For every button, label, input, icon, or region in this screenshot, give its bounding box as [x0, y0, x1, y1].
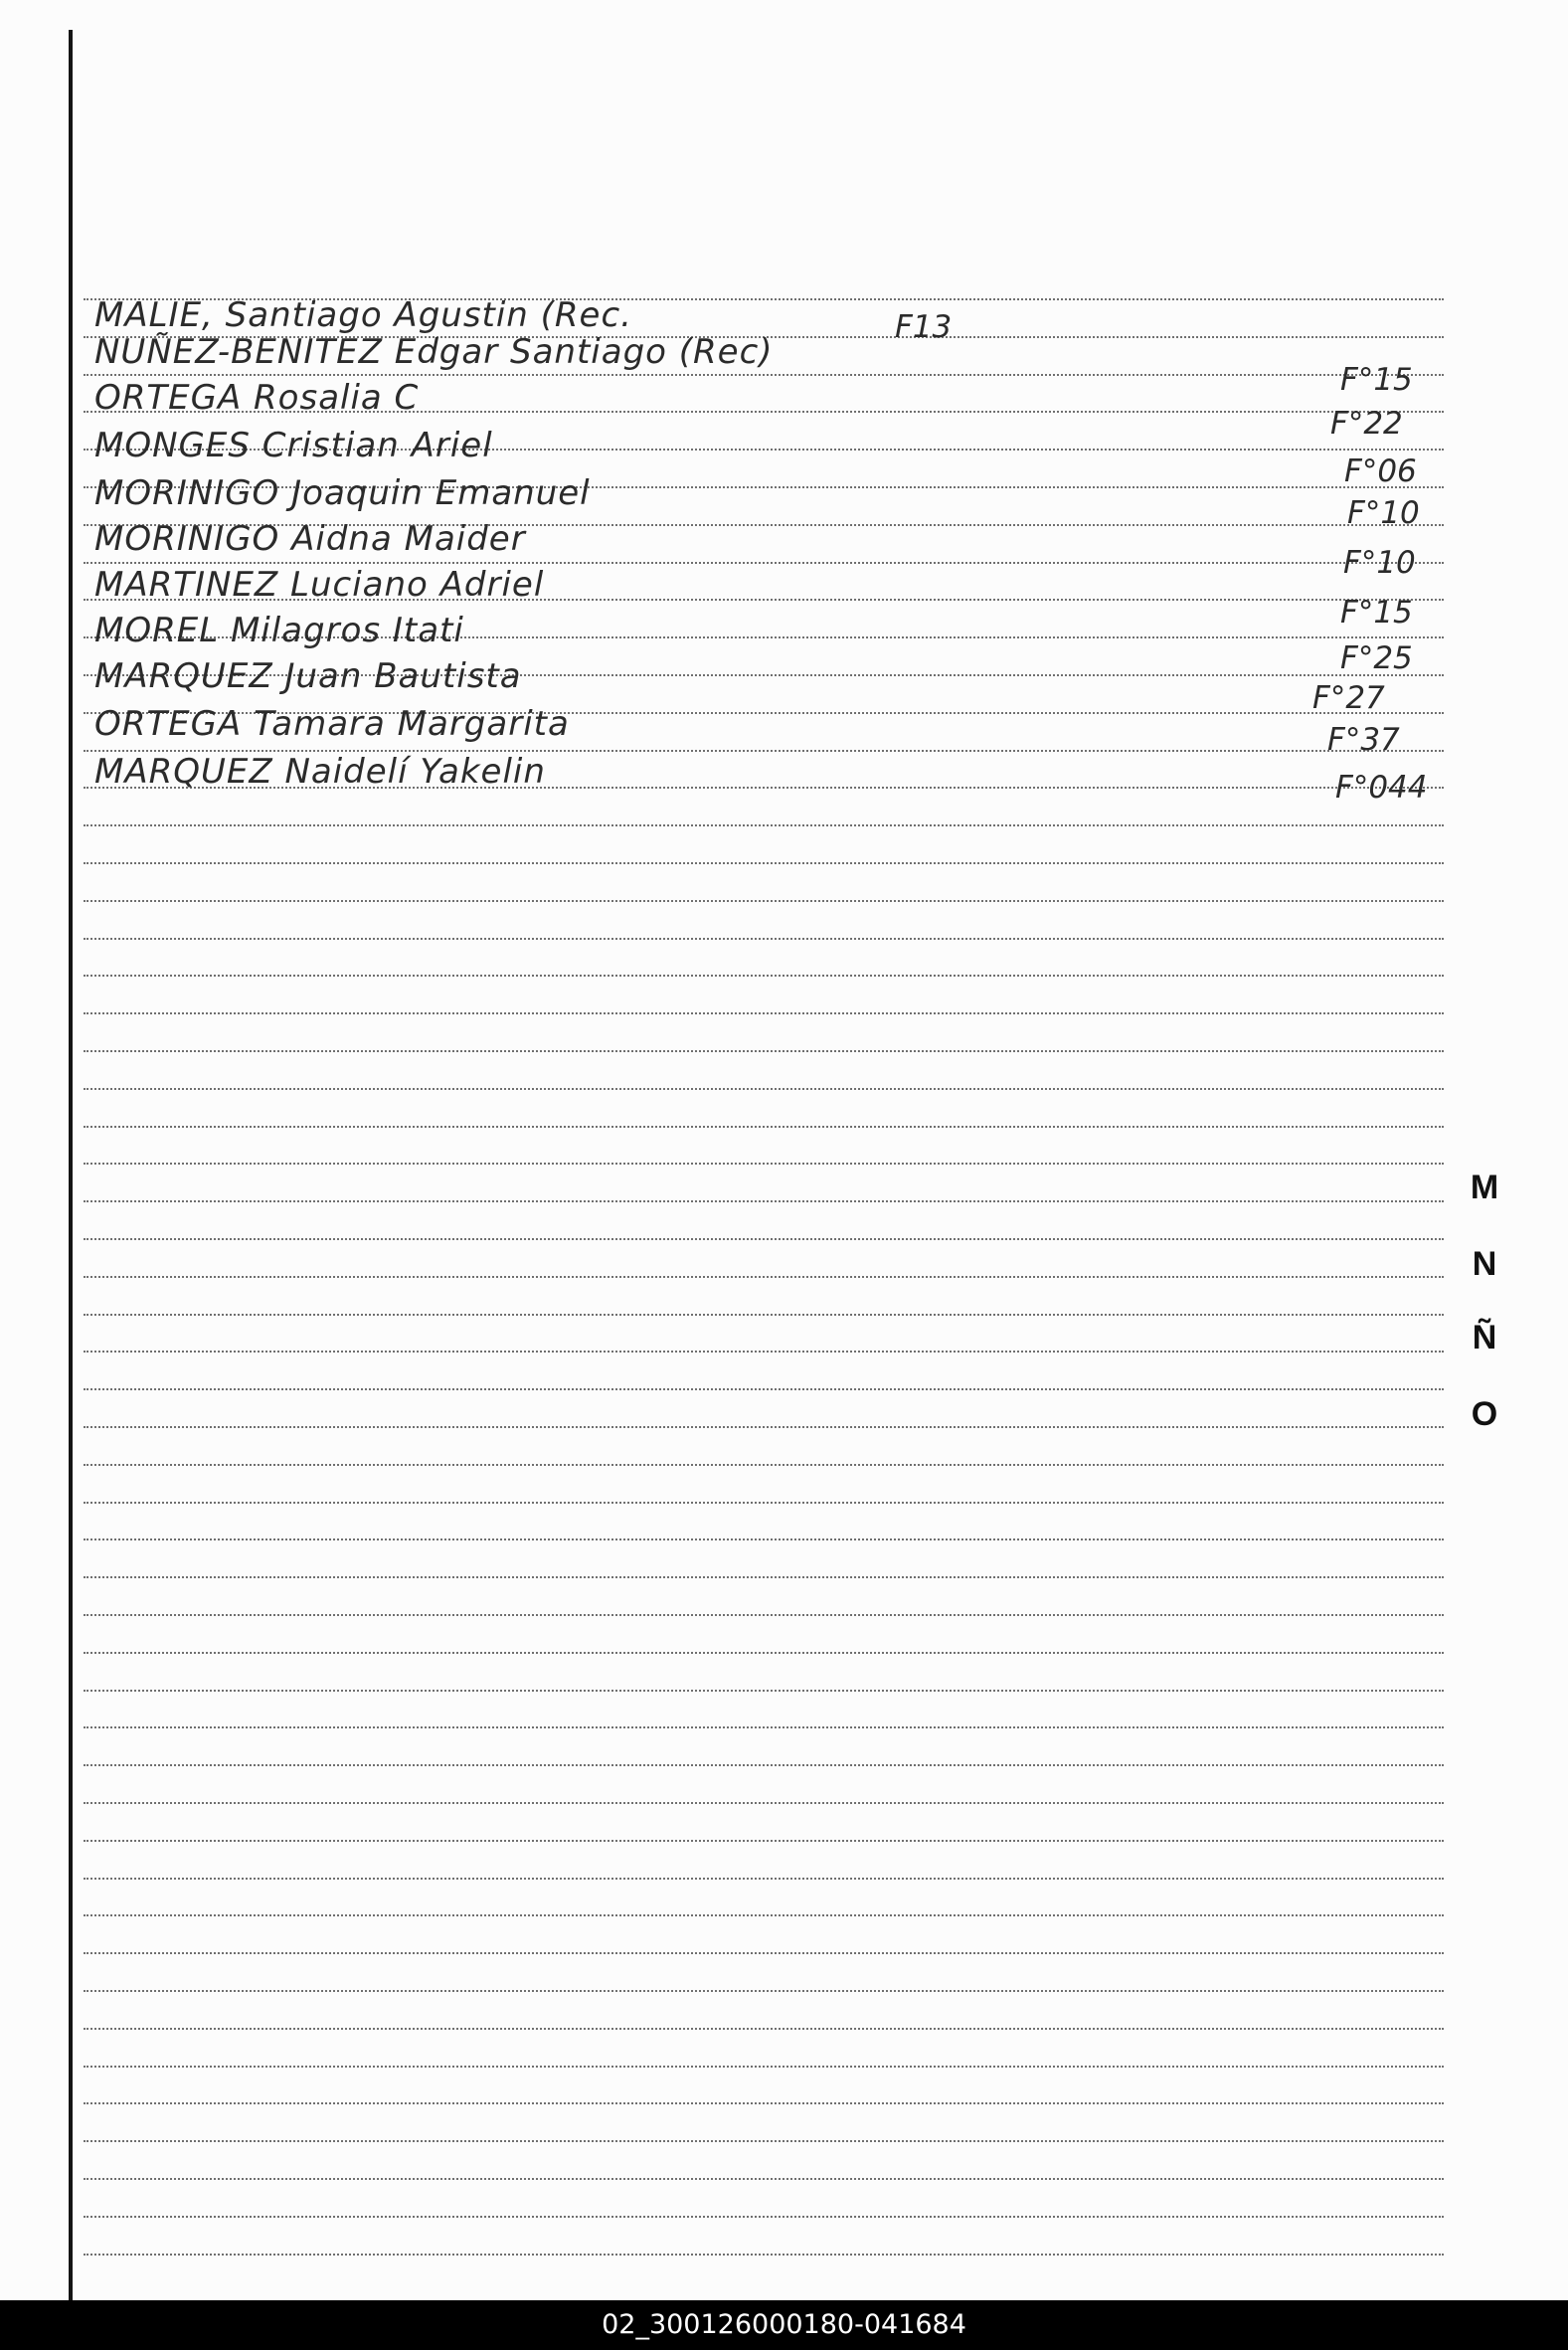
ruled-line: [84, 1840, 1444, 1842]
ruled-line: [84, 1088, 1444, 1090]
entry-folio: F°37: [1327, 722, 1400, 758]
ruled-line: [84, 1314, 1444, 1316]
ruled-line: [84, 1878, 1444, 1880]
ruled-line: [84, 2066, 1444, 2068]
entry-folio: F°044: [1335, 770, 1428, 806]
ruled-line: [84, 1802, 1444, 1804]
ruled-line: [84, 1050, 1444, 1052]
margin-rule: [69, 30, 73, 2302]
ruled-line: [84, 1126, 1444, 1128]
entry-folio: F°06: [1344, 453, 1417, 489]
entry-name: MOREL Milagros Itati: [94, 611, 464, 650]
ruled-line: [84, 2254, 1444, 2256]
ruled-line: [84, 2028, 1444, 2030]
entry-name: MALIE, Santiago Agustin (Rec.: [94, 295, 632, 335]
ruled-line: [84, 1426, 1444, 1428]
entry-folio: F13: [895, 309, 953, 345]
ruled-line: [84, 1388, 1444, 1390]
ruled-line: [84, 900, 1444, 902]
ruled-line: [84, 1576, 1444, 1578]
ruled-line: [84, 2140, 1444, 2142]
ruled-line: [84, 1652, 1444, 1654]
ruled-line: [84, 1351, 1444, 1353]
entry-name: MORINIGO Aidna Maider: [94, 519, 526, 559]
ruled-line: [84, 1238, 1444, 1240]
handwritten-entries: [94, 0, 1467, 806]
ruled-line: [84, 975, 1444, 977]
ruled-line: [84, 1163, 1444, 1165]
entry-folio: F°10: [1347, 495, 1420, 531]
entry-folio: F°22: [1330, 406, 1403, 442]
ruled-line: [84, 824, 1444, 826]
ruled-line: [84, 2216, 1444, 2218]
entry-name: ORTEGA Tamara Margarita: [94, 704, 570, 744]
ruled-line: [84, 862, 1444, 864]
ruled-line: [84, 1764, 1444, 1766]
ruled-line: [84, 1538, 1444, 1540]
entry-name: NUÑEZ-BENITEZ Edgar Santiago (Rec): [94, 332, 774, 372]
index-letter-o: O: [1471, 1395, 1498, 1433]
entry-folio: F°15: [1340, 595, 1413, 631]
ruled-line: [84, 1952, 1444, 1954]
ruled-line: [84, 938, 1444, 940]
entry-name: MARQUEZ Naidelí Yakelin: [94, 752, 546, 792]
ruled-line: [84, 1726, 1444, 1728]
entry-folio: F°15: [1340, 362, 1413, 398]
ruled-line: [84, 1690, 1444, 1692]
alphabet-index: [1465, 1169, 1504, 1447]
entry-name: MARTINEZ Luciano Adriel: [94, 565, 545, 605]
ruled-line: [84, 1502, 1444, 1504]
entry-folio: F°27: [1312, 680, 1385, 716]
index-letter-m: M: [1470, 1169, 1499, 1206]
ruled-line: [84, 1276, 1444, 1278]
ruled-line: [84, 1012, 1444, 1014]
entry-name: MONGES Cristian Ariel: [94, 426, 493, 465]
index-letter-n: N: [1472, 1245, 1497, 1283]
ruled-line: [84, 1464, 1444, 1466]
entry-name: MORINIGO Joaquin Emanuel: [94, 473, 591, 513]
index-letter-enye: Ñ: [1472, 1319, 1497, 1356]
ruled-line: [84, 1914, 1444, 1916]
ruled-line: [84, 1614, 1444, 1616]
entry-name: MARQUEZ Juan Bautista: [94, 656, 522, 696]
ruled-line: [84, 1990, 1444, 1992]
ruled-line: [84, 2102, 1444, 2104]
entry-folio: F°10: [1343, 545, 1416, 581]
ruled-line: [84, 1200, 1444, 1202]
entry-name: ORTEGA Rosalia C: [94, 378, 420, 418]
ruled-line: [84, 2178, 1444, 2180]
entry-folio: F°25: [1340, 640, 1413, 676]
footer-document-id: 02_300126000180-041684: [0, 2300, 1568, 2350]
